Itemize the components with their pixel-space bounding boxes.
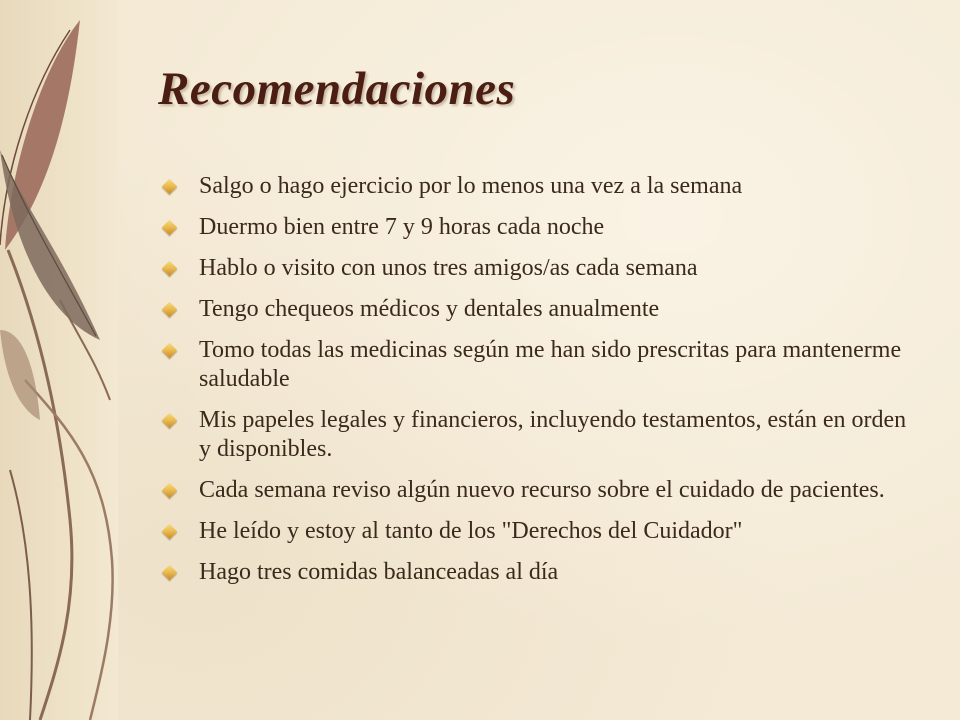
diamond-bullet-icon [162, 179, 178, 195]
list-item [160, 254, 920, 283]
list-item [160, 406, 920, 464]
diamond-bullet-icon [162, 343, 178, 359]
list-item-text: He leído y estoy al tanto de los "Derechos del Cuidador" [199, 518, 743, 544]
list-item-text: Mis papeles legales y financieros, incluyendo testamentos, están en orden y disponibles. [199, 407, 907, 462]
recommendations-list [160, 172, 920, 599]
list-item [160, 213, 920, 242]
list-item-text: Hablo o visito con unos tres amigos/as cada semana [199, 255, 698, 281]
list-item-text: Tengo chequeos médicos y dentales anualmente [199, 296, 660, 322]
diamond-bullet-icon [162, 220, 178, 236]
diamond-bullet-icon [162, 261, 178, 277]
list-item-text: Duermo bien entre 7 y 9 horas cada noche [199, 214, 605, 240]
list-item [160, 517, 920, 546]
dried-leaf-branch-icon [0, 0, 140, 720]
diamond-bullet-icon [162, 413, 178, 429]
diamond-bullet-icon [162, 483, 178, 499]
list-item-text: Tomo todas las medicinas según me han sido prescritas para mantenerme saludable [199, 337, 902, 392]
list-item [160, 336, 920, 394]
list-item [160, 476, 920, 505]
list-item [160, 295, 920, 324]
diamond-bullet-icon [162, 524, 178, 540]
list-item-text: Hago tres comidas balanceadas al día [199, 559, 559, 585]
diamond-bullet-icon [162, 565, 178, 581]
slide-title: Recomendaciones [158, 63, 516, 115]
list-item-text: Salgo o hago ejercicio por lo menos una vez a la semana [199, 173, 743, 199]
list-item [160, 172, 920, 201]
list-item-text: Cada semana reviso algún nuevo recurso sobre el cuidado de pacientes. [199, 477, 885, 503]
diamond-bullet-icon [162, 302, 178, 318]
list-item [160, 558, 920, 587]
